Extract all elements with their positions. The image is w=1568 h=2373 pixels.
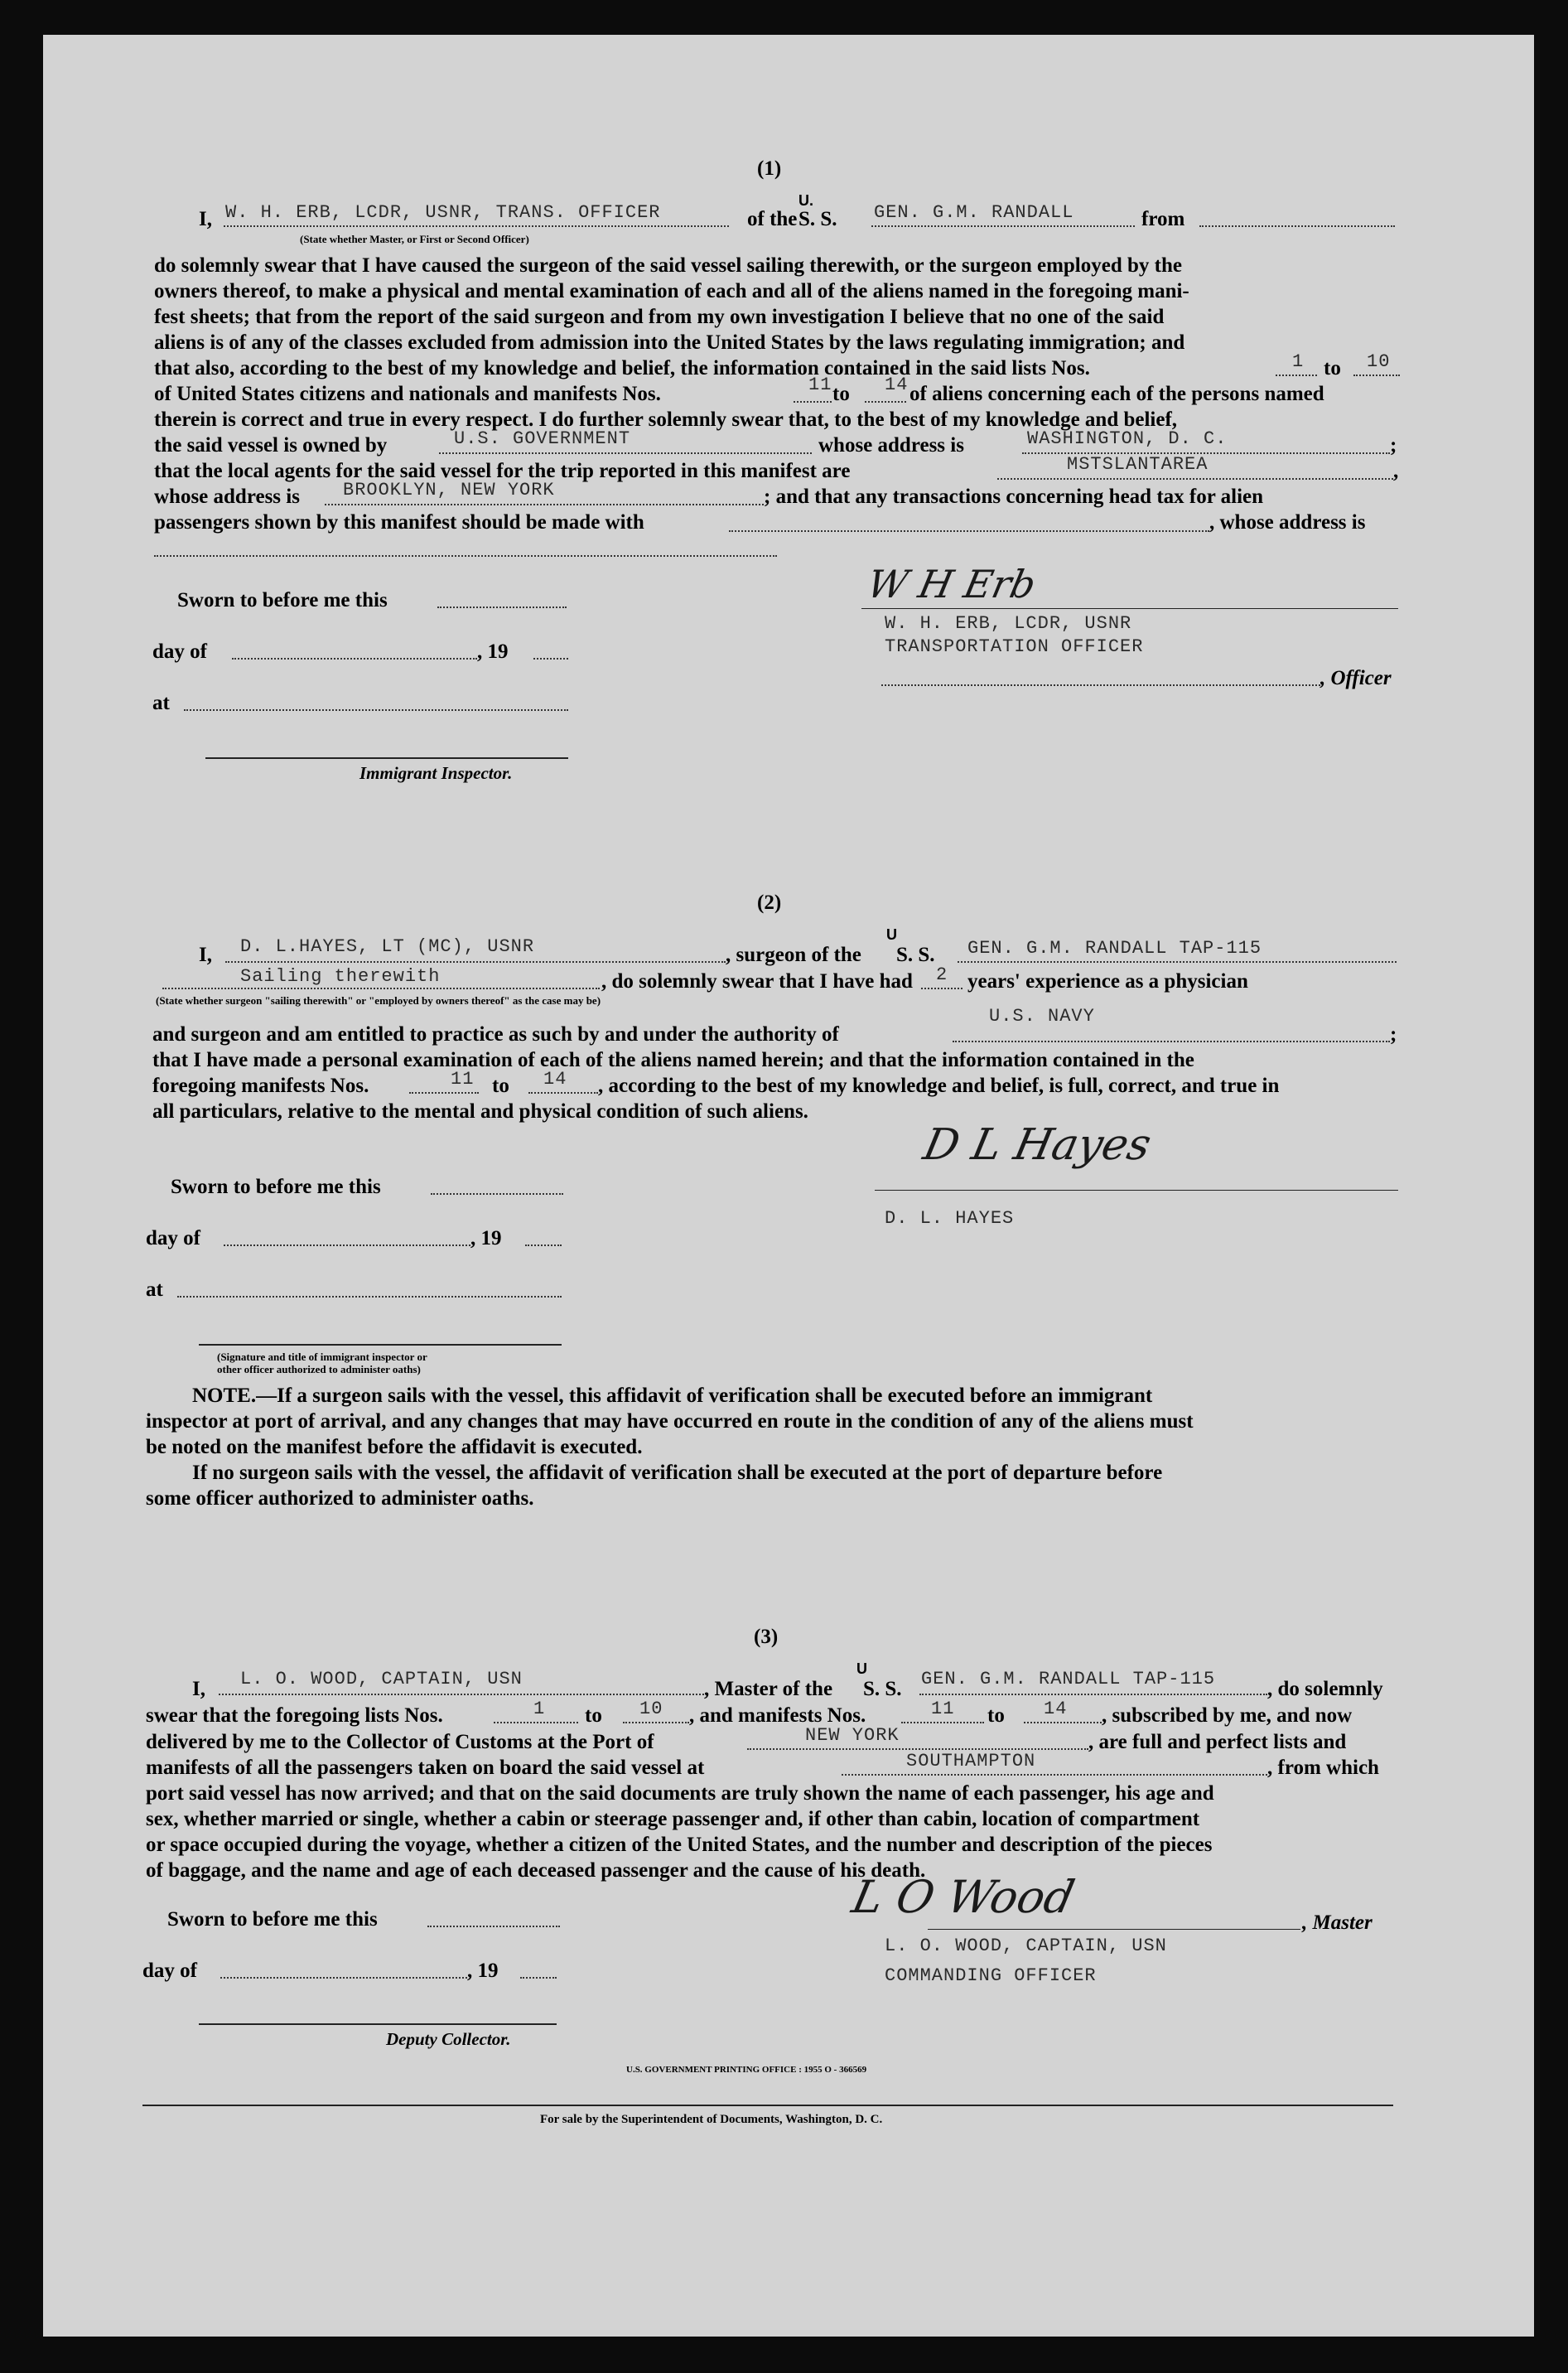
- s1-from-line: [1199, 225, 1395, 227]
- s3-lists-from: 1: [533, 1699, 546, 1719]
- sale-notice: For sale by the Superintendent of Documents, Washington, D. C.: [540, 2113, 883, 2126]
- s1-agents: MSTSLANTAREA: [1067, 454, 1209, 475]
- note-label: [192, 1384, 1152, 1409]
- s1-signature: W H Erb: [863, 562, 1040, 607]
- s3-sign-name: L. O. WOOD, CAPTAIN, USN: [885, 1936, 1167, 1956]
- s1-owner-address: WASHINGTON, D. C.: [1027, 428, 1228, 449]
- s2-para-line-1a: , do solemnly swear that I have had: [601, 970, 913, 993]
- s2-sig-hint-2: other officer authorized to administer oaths): [217, 1363, 421, 1375]
- s3-manifests-to: 14: [1044, 1699, 1068, 1719]
- s2-years: 2: [936, 964, 948, 985]
- s1-para-line-11b: , whose address is: [1209, 511, 1366, 534]
- s2-man-from-line: [409, 1092, 479, 1094]
- s1-lists-from-line: [1276, 375, 1317, 376]
- s1-man-from-line: [794, 401, 832, 403]
- s2-day-of: day of: [146, 1227, 200, 1249]
- s3-day-line: [220, 1977, 467, 1979]
- s3-signature: L O Wood: [847, 1871, 1079, 1923]
- s2-surgeon-line: [225, 961, 726, 963]
- s1-man-to-line: [865, 401, 906, 403]
- s3-manifests-from: 11: [931, 1699, 955, 1719]
- s1-lists-to-line: [1353, 375, 1400, 376]
- s1-at-line: [184, 709, 568, 711]
- s1-signature-line: [861, 608, 1398, 609]
- s3-lists-from-line: [494, 1722, 578, 1723]
- s1-owner-line: [439, 452, 812, 454]
- s2-sign-name: D. L. HAYES: [885, 1208, 1015, 1229]
- s1-para-line-8b: whose address is: [818, 434, 964, 457]
- s2-para-line-1b: years' experience as a physician: [967, 970, 1248, 993]
- s1-vessel-line: [871, 225, 1135, 227]
- s3-port: NEW YORK: [805, 1725, 900, 1746]
- note-line-5: some officer authorized to administer oaths.: [146, 1487, 534, 1510]
- s1-officer-sign-line: [881, 684, 1320, 686]
- s1-para-line-5: that also, according to the best of my knowledge and belief, the information contained in the said lists Nos.: [154, 357, 1090, 379]
- footer-rule: [142, 2105, 1393, 2106]
- s1-at: at: [152, 692, 170, 714]
- s3-para-line-2b: , are full and perfect lists and: [1088, 1731, 1347, 1753]
- s3-master-label: , Master: [1302, 1911, 1373, 1934]
- s3-para-line-1a: swear that the foregoing lists Nos.: [146, 1704, 443, 1727]
- s2-vessel-name: GEN. G.M. RANDALL TAP-115: [967, 938, 1262, 959]
- s1-para-line-8a: the said vessel is owned by: [154, 434, 388, 457]
- s3-u-mark: U: [856, 1660, 867, 1677]
- s3-para-line-2a: delivered by me to the Collector of Customs at the Port of: [146, 1731, 654, 1753]
- s1-agents-address-line: [325, 504, 764, 505]
- s2-ss: S. S.: [896, 944, 935, 966]
- s3-solemnly: , do solemnly: [1267, 1678, 1383, 1700]
- s3-to-2: to: [987, 1704, 1005, 1727]
- s2-authority: U.S. NAVY: [989, 1006, 1095, 1027]
- s2-sworn-label: Sworn to before me this: [171, 1176, 381, 1198]
- s2-para-line-2: and surgeon and am entitled to practice as such by and under the authority of: [152, 1023, 839, 1046]
- note-line-2: inspector at port of arrival, and any changes that may have occurred en route in the condition of any of the aliens must: [146, 1410, 1194, 1433]
- s2-signature-line: [875, 1190, 1398, 1191]
- s1-sign-name: W. H. ERB, LCDR, USNR: [885, 613, 1132, 634]
- s2-signature: D L Hayes: [919, 1120, 1155, 1170]
- s1-i: I,: [199, 208, 212, 230]
- s1-comma: ,: [1393, 460, 1399, 482]
- s1-officer-name: W. H. ERB, LCDR, USNR, TRANS. OFFICER: [225, 202, 661, 223]
- s1-para-line-7: therein is correct and true in every respect. I do further solemnly swear that, to the best of my knowledge and belief,: [154, 408, 1178, 431]
- s1-para-line-9: that the local agents for the said vessel for the trip reported in this manifest are: [154, 460, 851, 482]
- note-line-4: If no surgeon sails with the vessel, the affidavit of verification shall be executed at the port of departure before: [192, 1462, 1163, 1484]
- s3-sworn-line: [427, 1926, 560, 1927]
- s3-collector-label: Deputy Collector.: [386, 2029, 511, 2049]
- s1-lists-from: 1: [1292, 351, 1305, 372]
- s1-agents-line: [997, 478, 1393, 480]
- s2-sailing: Sailing therewith: [240, 966, 441, 987]
- s1-para-line-4: aliens is of any of the classes excluded from admission into the United States by the laws regulating immigration; and: [154, 331, 1185, 354]
- s3-vessel-line: [919, 1694, 1267, 1695]
- s2-at: at: [146, 1278, 163, 1301]
- s1-manifests-to: 14: [885, 375, 909, 395]
- s2-sailing-line: [162, 988, 600, 989]
- s3-para-line-5: sex, whether married or single, whether a cabin or steerage passenger and, if other than cabin, location of compartment: [146, 1808, 1200, 1830]
- s2-para-line-5: all particulars, relative to the mental and physical condition of such aliens.: [152, 1100, 808, 1123]
- s1-agents-address: BROOKLYN, NEW YORK: [343, 480, 555, 500]
- s3-master-name: L. O. WOOD, CAPTAIN, USN: [240, 1669, 523, 1689]
- s3-departure-port: SOUTHAMPTON: [906, 1751, 1036, 1771]
- note-label-text: NOTE.: [192, 1385, 257, 1407]
- s1-year-line: [533, 658, 568, 660]
- s2-sig-hint-1: (Signature and title of immigrant inspector or: [217, 1351, 427, 1363]
- s1-para-line-1: do solemnly swear that I have caused the surgeon of the said vessel sailing therewith, or the surgeon employed by the: [154, 254, 1182, 277]
- s3-vessel-name: GEN. G.M. RANDALL TAP-115: [921, 1669, 1216, 1689]
- s3-para-line-4: port said vessel has now arrived; and that on the said documents are truly shown the name of each passenger, his age and: [146, 1782, 1214, 1805]
- s1-to: to: [1324, 357, 1341, 379]
- s1-ss: S. S.: [798, 208, 837, 230]
- s1-manifests-from: 11: [808, 375, 832, 395]
- s1-lists-to: 10: [1367, 351, 1391, 372]
- s3-nineteen: , 19: [467, 1960, 499, 1982]
- s3-man-from-line: [901, 1722, 984, 1723]
- section-1-number: (1): [757, 157, 782, 180]
- s2-semicolon: ;: [1390, 1023, 1397, 1046]
- s2-nineteen: , 19: [470, 1227, 502, 1249]
- s2-manifests-from: 11: [451, 1069, 475, 1090]
- s3-collector-line: [199, 2023, 557, 2025]
- s1-para-line-10a: whose address is: [154, 486, 300, 508]
- s1-day-line: [232, 658, 477, 660]
- s1-day-of: day of: [152, 640, 207, 663]
- s3-port-line: [747, 1748, 1088, 1750]
- s1-vessel-name: GEN. G.M. RANDALL: [874, 202, 1074, 223]
- s2-i: I,: [199, 944, 212, 966]
- s2-sworn-line: [431, 1193, 563, 1195]
- s1-para-line-2: owners thereof, to make a physical and mental examination of each and all of the aliens named in the foregoing mani-: [154, 280, 1189, 302]
- s3-master-of: , Master of the: [704, 1678, 833, 1700]
- s3-para-line-3a: manifests of all the passengers taken on board the said vessel at: [146, 1757, 705, 1779]
- s2-para-line-3: that I have made a personal examination of each of the aliens named herein; and that the information contained in the: [152, 1049, 1194, 1071]
- note-line-1: —If a surgeon sails with the vessel, this affidavit of verification shall be executed before an immigrant: [256, 1385, 1153, 1407]
- s1-u-mark: U.: [798, 192, 813, 209]
- s1-headtax-line: [729, 530, 1209, 532]
- s2-para-line-4a: foregoing manifests Nos.: [152, 1075, 369, 1097]
- section-2-number: (2): [757, 892, 782, 914]
- s1-semicolon: ;: [1390, 434, 1397, 457]
- gpo-imprint: U.S. GOVERNMENT PRINTING OFFICE : 1955 O - 366569: [626, 2065, 867, 2075]
- s3-ss: S. S.: [863, 1678, 902, 1700]
- section-3-number: (3): [754, 1626, 779, 1648]
- s3-master-line: [219, 1694, 704, 1695]
- s1-inspector-line: [205, 757, 568, 759]
- s3-lists-to: 10: [639, 1699, 663, 1719]
- s1-sworn-line: [437, 607, 567, 608]
- s2-at-line: [177, 1296, 562, 1298]
- s1-para-line-3: fest sheets; that from the report of the said surgeon and from my own investigation I believe that no one of the said: [154, 306, 1165, 328]
- note-line-3: be noted on the manifest before the affidavit is executed.: [146, 1436, 643, 1458]
- s2-years-line: [921, 988, 963, 989]
- s1-sign-title: TRANSPORTATION OFFICER: [885, 636, 1144, 657]
- s3-signature-line: [928, 1929, 1300, 1930]
- s1-sworn-label: Sworn to before me this: [177, 589, 388, 611]
- s3-i: I,: [192, 1678, 205, 1700]
- s1-para-line-6a: of United States citizens and nationals and manifests Nos.: [154, 383, 661, 405]
- s2-sailing-hint: (State whether surgeon "sailing therewith" or "employed by owners thereof" as the case may be): [156, 994, 601, 1007]
- s2-authority-line: [953, 1041, 1390, 1042]
- s3-para-line-7: of baggage, and the name and age of each deceased passenger and the cause of his death.: [146, 1859, 926, 1882]
- s3-para-line-1c: , subscribed by me, and now: [1102, 1704, 1353, 1727]
- s1-officer-line: [224, 225, 729, 227]
- s3-day-of: day of: [142, 1960, 197, 1982]
- s2-surgeon-name: D. L.HAYES, LT (MC), USNR: [240, 936, 535, 957]
- s3-para-line-6: or space occupied during the voyage, whether a citizen of the United States, and the number and description of the pieces: [146, 1834, 1213, 1856]
- s1-para-line-10b: ; and that any transactions concerning head tax for alien: [764, 486, 1264, 508]
- s2-man-to-line: [528, 1092, 598, 1094]
- s1-officer-hint: (State whether Master, or First or Second Officer): [300, 233, 529, 245]
- s2-to: to: [492, 1075, 509, 1097]
- s1-owner: U.S. GOVERNMENT: [454, 428, 631, 449]
- s1-para-line-11a: passengers shown by this manifest should be made with: [154, 511, 644, 534]
- s3-to: to: [585, 1704, 602, 1727]
- s1-to-2: to: [832, 383, 850, 405]
- s2-para-line-4b: , according to the best of my knowledge and belief, is full, correct, and true in: [598, 1075, 1280, 1097]
- s3-para-line-1b: , and manifests Nos.: [689, 1704, 866, 1727]
- s1-from: from: [1141, 208, 1185, 230]
- s2-surgeon-of: , surgeon of the: [726, 944, 861, 966]
- s3-man-to-line: [1024, 1722, 1102, 1723]
- s2-u-mark: U: [886, 926, 897, 943]
- s3-sign-title: COMMANDING OFFICER: [885, 1965, 1097, 1986]
- s2-year-line: [525, 1244, 562, 1246]
- s3-year-line: [520, 1977, 557, 1979]
- s1-address-line: [154, 555, 777, 557]
- s3-departure-line: [842, 1774, 1267, 1776]
- s3-para-line-3b: , from which: [1267, 1757, 1379, 1779]
- s2-manifests-to: 14: [543, 1069, 567, 1090]
- s1-para-line-6c: of aliens concerning each of the persons named: [909, 383, 1324, 405]
- s2-vessel-line: [958, 961, 1397, 963]
- s1-officer-label: , Officer: [1320, 667, 1392, 689]
- s1-nineteen: , 19: [477, 640, 509, 663]
- s1-of-the: of the: [747, 208, 798, 230]
- s1-inspector-label: Immigrant Inspector.: [359, 763, 513, 783]
- s2-day-line: [224, 1244, 470, 1246]
- s2-inspector-line: [199, 1344, 562, 1346]
- s3-sworn-label: Sworn to before me this: [167, 1908, 378, 1931]
- s3-lists-to-line: [623, 1722, 689, 1723]
